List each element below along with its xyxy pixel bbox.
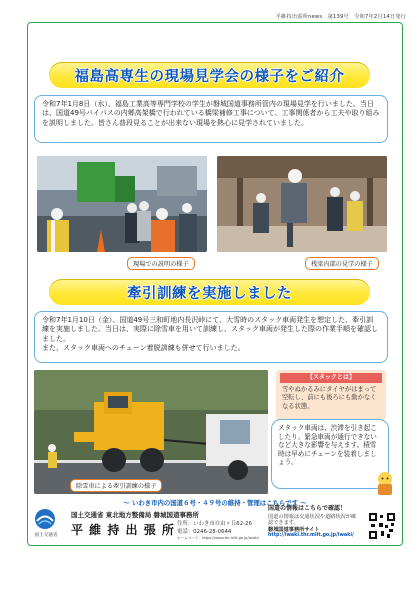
- section2-body-box: [34, 311, 388, 363]
- caption-towing-training: 除雪車による牽引訓練の様子: [70, 479, 162, 492]
- caption-bridge-interior: 桟梁内部の見学の様子: [305, 257, 379, 270]
- office-address: 住所：いわき市自由ヶ丘62-26: [177, 521, 252, 527]
- footer-tagline: ～ いわき市内の国道６号・４９号の維持・管理はこちらです ～: [123, 499, 307, 507]
- section2-title: 牽引訓練を実施しました: [127, 285, 292, 302]
- section1-title: 福島高専生の現場見学会の様子をご紹介: [74, 68, 345, 85]
- mlit-label: 国土交通省: [34, 533, 58, 538]
- chain-advice-text: スタック車両は、渋滞を引き起こしたり、緊急車両が通行できないなど大きな影響を与えます。積雪時は早めにチェーンを装着しましょう。: [278, 424, 377, 467]
- bridge-interior-illustration: [217, 156, 387, 252]
- qr-code-icon[interactable]: [368, 512, 396, 540]
- office-name: 平 維 持 出 張 所: [71, 523, 175, 537]
- office-homepage[interactable]: ホームページ：https://www.thr.mlit.go.jp/iwaki/: [177, 536, 260, 540]
- mlit-logo-icon: [33, 508, 57, 530]
- bridge-interior-photo: [217, 156, 387, 252]
- office-phone: 電話：0246-28-0644: [177, 529, 232, 535]
- section1-body-box: [34, 95, 388, 143]
- qr-info-block: [268, 506, 400, 544]
- mascot-icon: [372, 470, 398, 496]
- issue-line: 平維持出張所news 第139号 令和7年2月14日発行: [275, 14, 406, 20]
- towing-training-illustration: [34, 370, 268, 494]
- section2-banner: [49, 279, 370, 305]
- site-explanation-photo: [37, 156, 207, 252]
- site-url[interactable]: http://iwaki.thr.mlit.go.jp/iwaki/: [268, 533, 354, 539]
- page-bottom-margin: [0, 552, 420, 594]
- section2-body-paragraph-1: 令和7年1月10日（金）、国道49号三和町地内長沢峠にて、大雪時のスタック車両発生を想定した、牽引訓練を実施しました。当日は、実際に除雪車を用いて訓練し、スタック車両が発生した際の作業手順を確認しました。: [42, 316, 378, 343]
- qr-title: 国道の情報はこちらで確認！: [268, 505, 346, 512]
- section1-body-text: 令和7年1月8日（水）、福島工業高等専門学校の学生が磐城国道事務所管内の現場見学を行いました。当日は、国道49号バイパスの内郷高架橋で行われている橋梁補修工事について、工事関係者から工夫や取り組みを説明しました。皆さん普段見ることが出来ない現場を熱心に見学されていました。: [42, 100, 380, 127]
- site-name: 磐城国道事務所サイト: [268, 526, 320, 533]
- org-line: 国土交通省 東北地方整備局 磐城国道事務所: [71, 511, 200, 519]
- section2-body-paragraph-2: また、スタック車両へのチェーン着脱訓練も併せて行いました。: [42, 343, 245, 352]
- section1-banner: [49, 62, 370, 88]
- office-info-block: [31, 508, 259, 544]
- towing-training-photo: [34, 370, 268, 494]
- stuck-note-body: 雪やぬかるみにタイヤがはまって空転し、前にも後ろにも動かなくなる状態。: [282, 386, 377, 410]
- stuck-definition-note: [276, 370, 386, 420]
- qr-description: 国道の情報は交通状況や道路状況が確認できます。: [268, 513, 357, 527]
- stuck-note-header: 【スタックとは】: [280, 373, 382, 383]
- caption-site-explanation: 現場での説明の様子: [127, 257, 195, 270]
- site-explanation-illustration: [37, 156, 207, 252]
